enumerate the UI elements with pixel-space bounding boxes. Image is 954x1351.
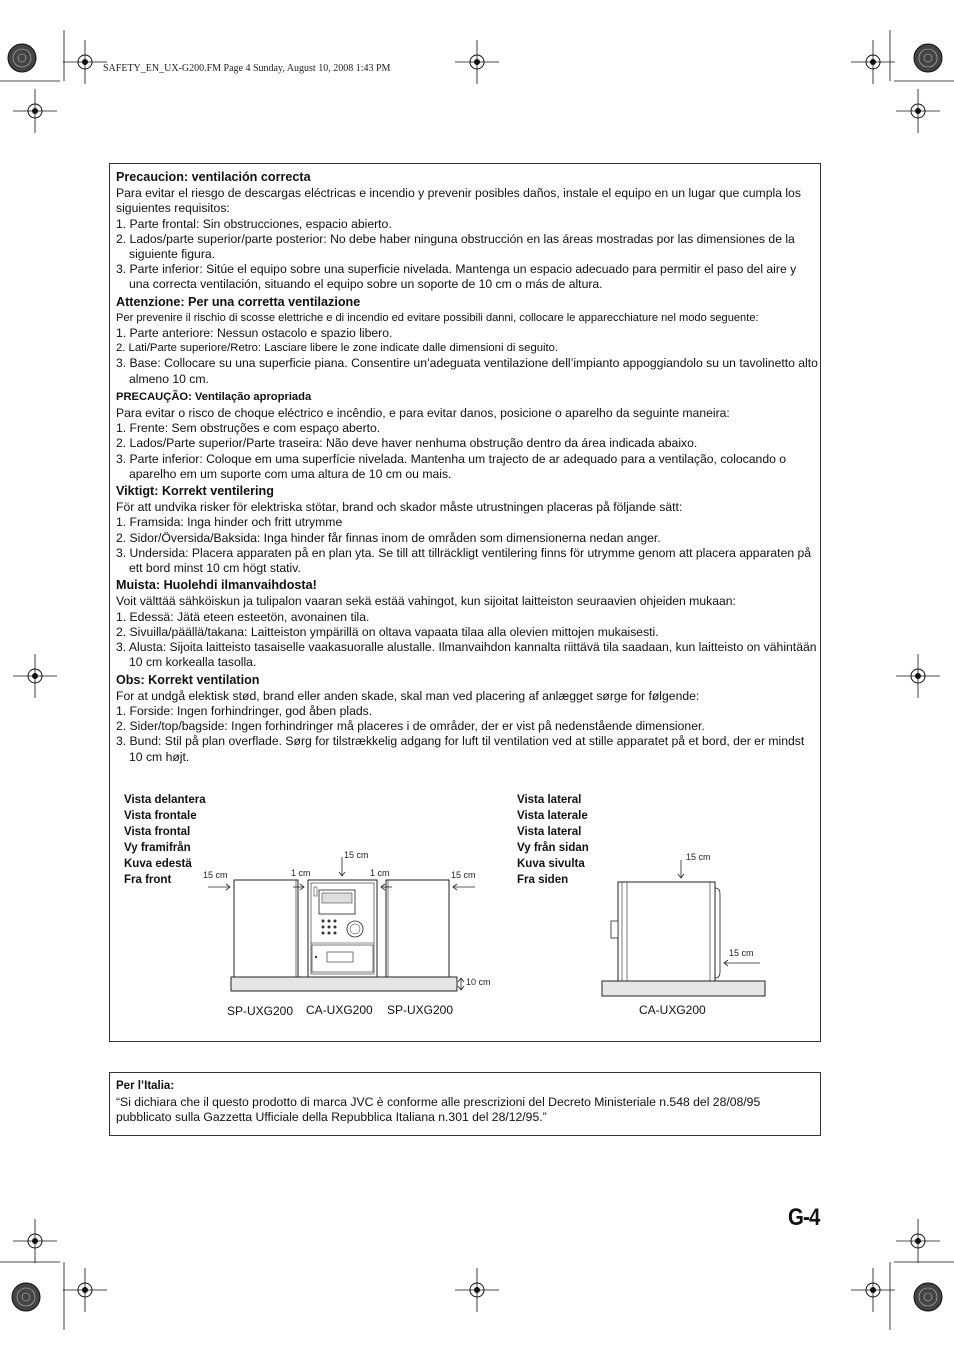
- view-label: Vista frontal: [124, 826, 191, 838]
- list-item: 1. Edessä: Jätä eteen esteetön, avonainen tila.: [116, 609, 370, 624]
- model-center-unit: CA-UXG200: [306, 1003, 373, 1017]
- list-item: 1. Parte anteriore: Nessun ostacolo e spazio libero.: [116, 326, 393, 341]
- file-header: SAFETY_EN_UX-G200.FM Page 4 Sunday, August 10, 2008 1:43 PM: [103, 63, 391, 74]
- table-surface: [231, 977, 457, 991]
- list-item: 2. Lati/Parte superiore/Retro: Lasciare libere le zone indicate dalle dimensioni di seguito.: [116, 342, 559, 355]
- crosshair-icon: [455, 1268, 499, 1312]
- crosshair-icon: [63, 1268, 107, 1312]
- model-right-speaker: SP-UXG200: [387, 1003, 454, 1017]
- view-label: Vy framifrån: [124, 842, 191, 854]
- dim-gap-left: 1 cm: [291, 868, 311, 878]
- crosshair-icon: [896, 89, 940, 133]
- list-item: 3. Parte inferior: Sitúe el equipo sobre una superficie nivelada. Mantenga un espacio adecuado para permitir el paso del aire y una correcta ventilación, situando el equipo sobre un soporte de 10 cm o más de altura.: [116, 262, 797, 292]
- list-item: 2. Lados/parte superior/parte posterior: No debe haber ninguna obstrucción en las áreas mostradas por las dimensiones de la siguiente figura.: [116, 231, 795, 262]
- section-intro: För att undvika risker för elektriska stötar, brand och skador måste utrustningen placeras på följande sätt:: [116, 500, 683, 515]
- dim-top: 15 cm: [344, 850, 369, 860]
- view-label: Vista laterale: [517, 810, 588, 822]
- registration-star-icon: [914, 44, 942, 72]
- view-label: Vista lateral: [517, 794, 582, 806]
- section-title: Precaucion: ventilación correcta: [116, 170, 311, 184]
- view-label: Kuva edestä: [124, 858, 192, 870]
- dim-left: 15 cm: [203, 870, 228, 880]
- italy-notice-box: [109, 1072, 821, 1136]
- view-label: Kuva sivulta: [517, 858, 585, 870]
- list-item: 2. Sidor/Översida/Baksida: Inga hinder får finnas inom de områden som dimensionerna nedan anger.: [116, 530, 661, 545]
- model-side-unit: CA-UXG200: [639, 1003, 706, 1017]
- crosshair-icon: [896, 654, 940, 698]
- placement-diagram: [110, 164, 820, 1041]
- list-item: 1. Parte frontal: Sin obstrucciones, espacio abierto.: [116, 216, 392, 231]
- list-item: 1. Framsida: Inga hinder och fritt utrymme: [116, 515, 343, 530]
- list-item: 3. Base: Collocare su una superficie piana. Consentire un’adeguata ventilazione dell’impianto appoggiandolo su un tavolinetto alto almeno 10 cm.: [116, 356, 818, 386]
- model-left-speaker: SP-UXG200: [227, 1004, 294, 1018]
- view-label: Vista frontale: [124, 810, 197, 822]
- view-label: Vista lateral: [517, 826, 582, 838]
- view-label: Fra front: [124, 874, 172, 886]
- left-speaker: [234, 880, 298, 977]
- dim-side-top: 15 cm: [686, 852, 711, 862]
- list-item: 3. Parte inferior: Coloque em uma superfície nivelada. Mantenha um trajecto de ar adequado para a ventilação, colocando o aparelho em um suporte com uma altura de 10 cm ou mais.: [116, 451, 787, 481]
- view-label: Vy från sidan: [517, 842, 589, 854]
- registration-star-icon: [8, 44, 36, 72]
- dim-gap-right: 1 cm: [370, 868, 390, 878]
- crosshair-icon: [13, 89, 57, 133]
- list-item: 3. Bund: Stil på plan overflade. Sørg for tilstrækkelig adgang for luft til ventilation ved at stille apparatet på et bord, der er mindst 10 cm højt.: [116, 734, 805, 764]
- crosshair-icon: [896, 1219, 940, 1263]
- list-item: 3. Undersida: Placera apparaten på en plan yta. Se till att tillräckligt ventilering finns för utrymme genom att placera apparaten på ett bord minst 10 cm högt stativ.: [116, 545, 812, 576]
- section-title: PRECAUÇÃO: Ventilação apropriada: [116, 390, 312, 403]
- list-item: 3. Alusta: Sijoita laitteisto tasaiselle vaakasuoralle alustalle. Ilmanvaihdon kannalta riittävä tila saadaan, kun laitteisto on vähintään 10 cm korkealla tasolla.: [116, 640, 817, 670]
- ventilation-box: [109, 163, 821, 1042]
- view-label: Fra siden: [517, 874, 569, 886]
- list-item: 2. Sider/top/bagside: Ingen forhindringer må placeres i de områder, der er vist på nedenstående dimensioner.: [116, 719, 705, 734]
- section-intro: For at undgå elektisk stød, brand eller anden skade, skal man ved placering af anlægget sørge for følgende:: [116, 688, 700, 703]
- side-unit: [618, 882, 715, 981]
- section-intro: Voit välttää sähköiskun ja tulipalon vaaran sekä estää vahingot, kun sijoitat laitteiston seuraavien ohjeiden mukaan:: [116, 594, 736, 609]
- crosshair-icon: [63, 40, 107, 84]
- list-item: 1. Frente: Sem obstruções e com espaço aberto.: [116, 421, 381, 436]
- section-intro: Per prevenire il rischio di scosse elettriche e di incendio ed evitare possibili danni, collocare le apparecchiature nel modo seguente:: [116, 311, 759, 324]
- list-item: 2. Lados/Parte superior/Parte traseira: Não deve haver nenhuma obstrução dentro da área indicada abaixo.: [116, 436, 698, 451]
- side-table: [602, 981, 765, 996]
- page-number: G-4: [788, 1204, 820, 1231]
- section-intro: Para evitar o risco de choque eléctrico e incêndio, e para evitar danos, posicione o aparelho da seguinte maneira:: [116, 406, 730, 421]
- dim-bottom: 10 cm: [466, 977, 491, 987]
- italy-notice-text: “Si dichiara che il questo prodotto di marca JVC è conforme alle prescrizioni del Decreto Ministeriale n.548 del 28/08/95 pubblicato sulla Gazzetta Ufficiale della Repubblica Italiana n.301 del 28/12/95.”: [116, 1094, 761, 1124]
- right-speaker: [386, 880, 449, 977]
- section-title: Attenzione: Per una corretta ventilazione: [116, 294, 361, 309]
- crosshair-icon: [455, 40, 499, 84]
- section-title: Obs: Korrekt ventilation: [116, 672, 260, 687]
- section-title: Muista: Huolehdi ilmanvaihdosta!: [116, 578, 317, 593]
- crosshair-icon: [851, 40, 895, 84]
- section-title: Viktigt: Korrekt ventilering: [116, 484, 274, 499]
- list-item: 2. Sivuilla/päällä/takana: Laitteiston ympärillä on oltava vapaata tilaa alla olevien mittojen mukaisesti.: [116, 624, 659, 639]
- list-item: 1. Forside: Ingen forhindringer, god åben plads.: [116, 703, 373, 718]
- crosshair-icon: [13, 654, 57, 698]
- registration-star-icon: [914, 1283, 942, 1311]
- view-label: Vista delantera: [124, 794, 206, 806]
- dim-right: 15 cm: [451, 870, 476, 880]
- registration-star-icon: [12, 1283, 40, 1311]
- italy-notice-title: Per l’Italia:: [116, 1080, 175, 1092]
- section-intro: Para evitar el riesgo de descargas eléctricas e incendio y prevenir posibles daños, instale el equipo en un lugar que cumpla los siguientes requisitos:: [116, 186, 801, 216]
- dim-side-back: 15 cm: [729, 948, 754, 958]
- crosshair-icon: [13, 1219, 57, 1263]
- crosshair-icon: [851, 1268, 895, 1312]
